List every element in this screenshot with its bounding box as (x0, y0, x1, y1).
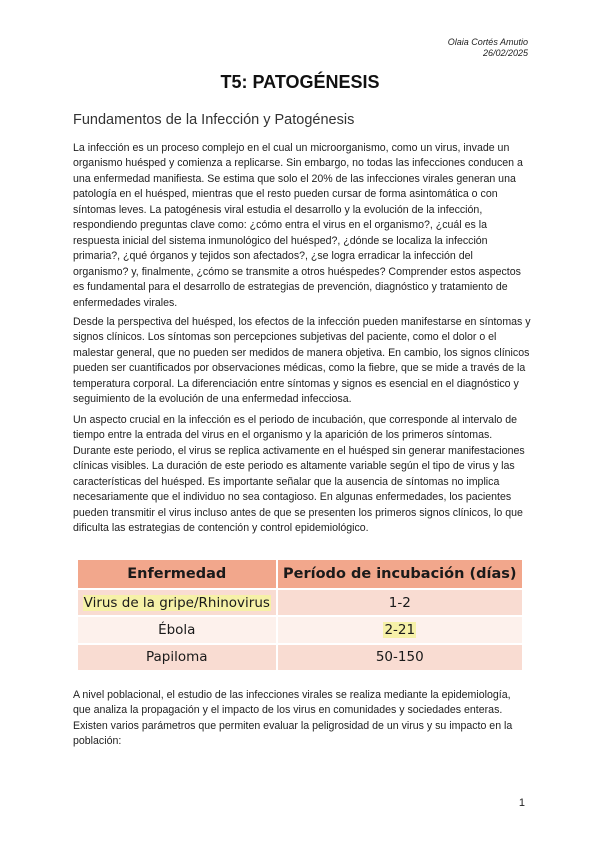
page-title: T5: PATOGÉNESIS (220, 72, 380, 92)
table-row (78, 616, 522, 643)
table-header-row (78, 560, 522, 589)
incubation-table (78, 560, 522, 670)
paragraph-epidemiology: A nivel poblacional, el estudio de las infecciones virales se realiza mediante la epidemiología, que analiza la propagación y el impacto de los virus en comunidades y sociedades enteras. Existen varios parámetros que permiten evaluar la peligrosidad de un virus y su impacto en la población: (73, 689, 513, 748)
paragraph-infection-intro: La infección es un proceso complejo en el cual un microorganismo, como un virus, invade un organismo huésped y comienza a replicarse. Sin embargo, no todas las infecciones conducen a una enfermedad manifiesta. Se estima que solo el 20% de las infecciones virales generan una patología en el huésped, mientras que el resto pueden cursar de forma asintomática o con síntomas leves. La patogénesis viral estudia el desarrollo y la evolución de la infección, respondiendo preguntas clave como: ¿cómo entra el virus en el organismo?, ¿cuál es la respuesta inicial del sistema inmunológico del huésped?, ¿dónde se localiza la infección primaria?, ¿qué órganos y tejidos son afectados?, ¿se logra erradicar la infección del organismo? y, finalmente, ¿cómo se transmite a otros huéspedes? Comprender estos aspectos es fundamental para el desarrollo de estrategias de prevención, diagnóstico y tratamiento de enfermedades virales. (73, 142, 523, 309)
table-cell-incubation: 50-150 (277, 644, 522, 670)
highlighted-text: 2-21 (384, 622, 416, 639)
paragraph-incubation-period: Un aspecto crucial en la infección es el periodo de incubación, que corresponde al intervalo de tiempo entre la entrada del virus en el organismo y la aparición de los primeros síntomas. Durante este periodo, el virus se replica activamente en el huésped sin generar manifestaciones clínicas visibles. La duración de este periodo es altamente variable según el tipo de virus y las características del huésped. Es importante señalar que la ausencia de síntomas no implica necesariamente que el individuo no sea contagioso. En algunas enfermedades, los pacientes pueden transmitir el virus incluso antes de que se presenten los primeros signos clínicos, lo que dificulta las estrategias de contención y control epidemiológico. (73, 414, 525, 535)
page-number: 1 (518, 797, 525, 809)
paragraph-symptoms-signs: Desde la perspectiva del huésped, los efectos de la infección pueden manifestarse en síntomas y signos clínicos. Los síntomas son percepciones subjetivas del paciente, como el dolor o el malestar general, que no pueden ser medidos de manera objetiva. En cambio, los signos clínicos pueden ser cuantificados por observaciones médicas, como la fiebre, que se mide a través de la temperatura corporal. La diferenciación entre síntomas y signos es esencial en el diagnóstico y seguimiento de la evolución de una enfermedad infecciosa. (73, 316, 531, 406)
incubation-table-container (78, 560, 522, 670)
table-cell-disease: Papiloma (78, 644, 277, 670)
document-date: 26/02/2025 (482, 48, 528, 58)
table-row (78, 644, 522, 670)
table-cell-incubation (277, 616, 522, 643)
table-row (78, 589, 522, 616)
highlighted-text: Virus de la gripe/Rhinovirus (83, 594, 270, 611)
author-name: Olaia Cortés Amutio (447, 37, 528, 47)
table-cell-incubation: 1-2 (277, 589, 522, 616)
table-cell-disease (78, 589, 277, 616)
column-header-incubation: Período de incubación (días) (277, 560, 522, 589)
column-header-disease: Enfermedad (78, 560, 277, 589)
document-header-meta (448, 37, 528, 59)
section-heading: Fundamentos de la Infección y Patogénesis (73, 112, 355, 128)
table-cell-disease: Ébola (78, 616, 277, 643)
